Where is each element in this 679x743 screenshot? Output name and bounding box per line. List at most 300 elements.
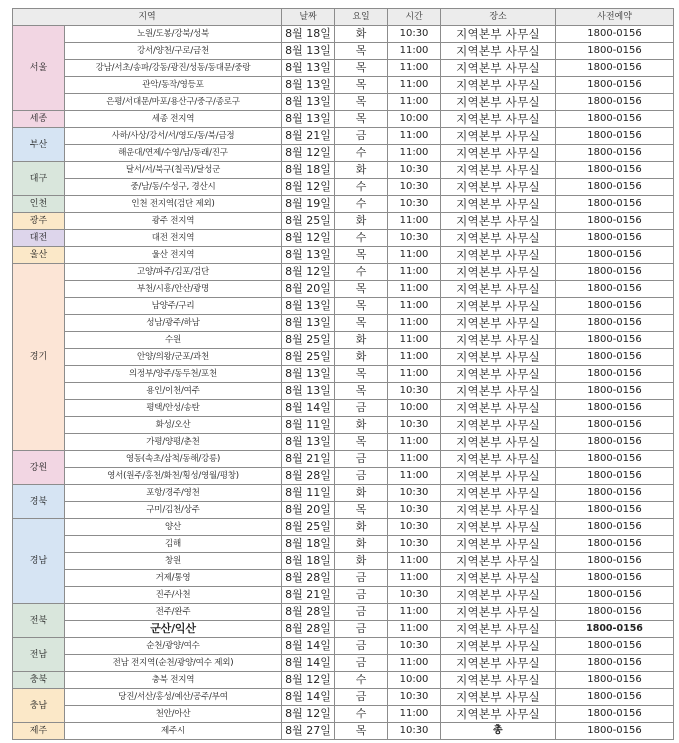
sub-region-cell: 해운대/연제/수영/남/동래/진구 — [65, 145, 282, 162]
time-cell: 11:00 — [388, 247, 441, 264]
sub-region-cell: 관악/동작/영등포 — [65, 77, 282, 94]
phone-cell: 1800-0156 — [556, 519, 674, 536]
time-cell: 11:00 — [388, 621, 441, 638]
sub-region-cell: 인천 전지역(검단 제외) — [65, 196, 282, 213]
time-cell: 11:00 — [388, 298, 441, 315]
region-cell: 울산 — [13, 247, 65, 264]
sub-region-cell: 성남/광주/하남 — [65, 315, 282, 332]
time-cell: 11:00 — [388, 553, 441, 570]
day-cell: 목 — [335, 383, 388, 400]
date-cell: 8월 28일 — [282, 468, 335, 485]
day-cell: 금 — [335, 128, 388, 145]
time-cell: 11:00 — [388, 60, 441, 77]
phone-cell: 1800-0156 — [556, 434, 674, 451]
phone-cell: 1800-0156 — [556, 349, 674, 366]
phone-cell: 1800-0156 — [556, 485, 674, 502]
phone-cell: 1800-0156 — [556, 43, 674, 60]
day-cell: 수 — [335, 672, 388, 689]
date-cell: 8월 18일 — [282, 26, 335, 43]
schedule-row — [13, 604, 674, 621]
sub-region-cell: 천안/아산 — [65, 706, 282, 723]
place-cell: 지역본부 사무실 — [441, 417, 556, 434]
sub-region-cell: 용인/이천/여주 — [65, 383, 282, 400]
schedule-row — [13, 213, 674, 230]
time-cell: 10:00 — [388, 400, 441, 417]
day-cell: 금 — [335, 638, 388, 655]
header-place: 장소 — [441, 9, 556, 26]
sub-region-cell: 의정부/양주/동두천/포천 — [65, 366, 282, 383]
sub-region-cell: 김해 — [65, 536, 282, 553]
place-cell: 지역본부 사무실 — [441, 604, 556, 621]
region-cell: 경북 — [13, 485, 65, 519]
date-cell: 8월 12일 — [282, 179, 335, 196]
time-cell: 11:00 — [388, 128, 441, 145]
day-cell: 목 — [335, 77, 388, 94]
date-cell: 8월 14일 — [282, 655, 335, 672]
sub-region-cell: 제주시 — [65, 723, 282, 740]
time-cell: 10:30 — [388, 638, 441, 655]
place-cell: 지역본부 사무실 — [441, 434, 556, 451]
place-cell: 지역본부 사무실 — [441, 298, 556, 315]
day-cell: 목 — [335, 298, 388, 315]
sub-region-cell: 강남/서초/송파/강동/광진/성동/동대문/중랑 — [65, 60, 282, 77]
day-cell: 수 — [335, 264, 388, 281]
sub-region-cell: 당진/서산/홍성/예산/공주/부여 — [65, 689, 282, 706]
phone-cell: 1800-0156 — [556, 332, 674, 349]
date-cell: 8월 18일 — [282, 553, 335, 570]
day-cell: 목 — [335, 366, 388, 383]
time-cell: 11:00 — [388, 315, 441, 332]
schedule-row — [13, 621, 674, 638]
sub-region-cell: 강서/양천/구로/금천 — [65, 43, 282, 60]
place-cell: 지역본부 사무실 — [441, 655, 556, 672]
place-cell: 지역본부 사무실 — [441, 111, 556, 128]
sub-region-cell: 울산 전지역 — [65, 247, 282, 264]
schedule-row — [13, 77, 674, 94]
date-cell: 8월 28일 — [282, 570, 335, 587]
date-cell: 8월 14일 — [282, 689, 335, 706]
header-day: 요일 — [335, 9, 388, 26]
place-cell: 지역본부 사무실 — [441, 43, 556, 60]
phone-cell: 1800-0156 — [556, 145, 674, 162]
schedule-row — [13, 519, 674, 536]
sub-region-cell: 안양/의왕/군포/과천 — [65, 349, 282, 366]
time-cell: 10:30 — [388, 179, 441, 196]
region-cell: 부산 — [13, 128, 65, 162]
place-cell: 지역본부 사무실 — [441, 706, 556, 723]
day-cell: 목 — [335, 723, 388, 740]
region-cell: 전남 — [13, 638, 65, 672]
phone-cell: 1800-0156 — [556, 162, 674, 179]
schedule-row — [13, 502, 674, 519]
day-cell: 목 — [335, 281, 388, 298]
region-cell: 광주 — [13, 213, 65, 230]
date-cell: 8월 11일 — [282, 417, 335, 434]
place-cell: 지역본부 사무실 — [441, 179, 556, 196]
date-cell: 8월 20일 — [282, 502, 335, 519]
time-cell: 10:30 — [388, 536, 441, 553]
place-cell: 지역본부 사무실 — [441, 145, 556, 162]
sub-region-cell: 달서/서/북구(칠곡)/달성군 — [65, 162, 282, 179]
region-cell: 충북 — [13, 672, 65, 689]
date-cell: 8월 13일 — [282, 366, 335, 383]
region-cell: 대구 — [13, 162, 65, 196]
date-cell: 8월 14일 — [282, 400, 335, 417]
day-cell: 화 — [335, 553, 388, 570]
date-cell: 8월 13일 — [282, 298, 335, 315]
place-cell: 지역본부 사무실 — [441, 587, 556, 604]
place-cell: 지역본부 사무실 — [441, 502, 556, 519]
phone-cell: 1800-0156 — [556, 366, 674, 383]
date-cell: 8월 13일 — [282, 434, 335, 451]
schedule-row — [13, 723, 674, 740]
sub-region-cell: 양산 — [65, 519, 282, 536]
sub-region-cell: 대전 전지역 — [65, 230, 282, 247]
phone-cell: 1800-0156 — [556, 179, 674, 196]
time-cell: 10:30 — [388, 196, 441, 213]
date-cell: 8월 28일 — [282, 604, 335, 621]
schedule-table — [12, 8, 674, 740]
schedule-body — [13, 26, 674, 740]
time-cell: 10:30 — [388, 689, 441, 706]
sub-region-cell: 창원 — [65, 553, 282, 570]
day-cell: 목 — [335, 60, 388, 77]
date-cell: 8월 11일 — [282, 485, 335, 502]
sub-region-cell: 수원 — [65, 332, 282, 349]
day-cell: 목 — [335, 315, 388, 332]
header-row — [13, 9, 674, 26]
phone-cell: 1800-0156 — [556, 553, 674, 570]
day-cell: 수 — [335, 179, 388, 196]
sub-region-cell: 은평/서대문/마포/용산구/중구/종로구 — [65, 94, 282, 111]
schedule-row — [13, 451, 674, 468]
place-cell: 지역본부 사무실 — [441, 128, 556, 145]
schedule-row — [13, 485, 674, 502]
region-cell: 인천 — [13, 196, 65, 213]
schedule-row — [13, 315, 674, 332]
place-cell: 지역본부 사무실 — [441, 621, 556, 638]
sub-region-cell: 진주/사천 — [65, 587, 282, 604]
place-cell: 지역본부 사무실 — [441, 366, 556, 383]
day-cell: 금 — [335, 587, 388, 604]
schedule-row — [13, 638, 674, 655]
sub-region-cell: 화성/오산 — [65, 417, 282, 434]
phone-cell: 1800-0156 — [556, 60, 674, 77]
time-cell: 11:00 — [388, 570, 441, 587]
time-cell: 10:30 — [388, 519, 441, 536]
time-cell: 11:00 — [388, 281, 441, 298]
place-cell: 지역본부 사무실 — [441, 349, 556, 366]
schedule-row — [13, 655, 674, 672]
sub-region-cell: 군산/익산 — [65, 621, 282, 638]
day-cell: 금 — [335, 604, 388, 621]
sub-region-cell: 고양/파주/김포/검단 — [65, 264, 282, 281]
place-cell: 지역본부 사무실 — [441, 451, 556, 468]
phone-cell: 1800-0156 — [556, 536, 674, 553]
phone-cell: 1800-0156 — [556, 128, 674, 145]
region-cell: 경기 — [13, 264, 65, 451]
date-cell: 8월 12일 — [282, 706, 335, 723]
phone-cell: 1800-0156 — [556, 298, 674, 315]
time-cell: 11:00 — [388, 43, 441, 60]
phone-cell: 1800-0156 — [556, 706, 674, 723]
region-cell: 강원 — [13, 451, 65, 485]
sub-region-cell: 중/남/동/수성구, 경산시 — [65, 179, 282, 196]
date-cell: 8월 12일 — [282, 264, 335, 281]
sub-region-cell: 사하/사상/강서/서/영도/동/북/금정 — [65, 128, 282, 145]
schedule-row — [13, 26, 674, 43]
place-cell: 지역본부 사무실 — [441, 94, 556, 111]
sub-region-cell: 가평/양평/춘천 — [65, 434, 282, 451]
time-cell: 10:30 — [388, 162, 441, 179]
day-cell: 화 — [335, 162, 388, 179]
place-cell: 지역본부 사무실 — [441, 281, 556, 298]
date-cell: 8월 12일 — [282, 145, 335, 162]
day-cell: 금 — [335, 570, 388, 587]
phone-cell: 1800-0156 — [556, 230, 674, 247]
date-cell: 8월 21일 — [282, 587, 335, 604]
time-cell: 10:30 — [388, 723, 441, 740]
sub-region-cell: 충북 전지역 — [65, 672, 282, 689]
place-cell: 지역본부 사무실 — [441, 689, 556, 706]
header-reservation: 사전예약 — [556, 9, 674, 26]
sub-region-cell: 광주 전지역 — [65, 213, 282, 230]
place-cell: 지역본부 사무실 — [441, 247, 556, 264]
day-cell: 금 — [335, 468, 388, 485]
header-date: 날짜 — [282, 9, 335, 26]
day-cell: 목 — [335, 434, 388, 451]
place-cell: 지역본부 사무실 — [441, 536, 556, 553]
time-cell: 10:30 — [388, 230, 441, 247]
schedule-row — [13, 349, 674, 366]
date-cell: 8월 25일 — [282, 213, 335, 230]
time-cell: 11:00 — [388, 349, 441, 366]
schedule-row — [13, 536, 674, 553]
phone-cell: 1800-0156 — [556, 383, 674, 400]
region-cell: 세종 — [13, 111, 65, 128]
sub-region-cell: 구미/김천/상주 — [65, 502, 282, 519]
schedule-row — [13, 196, 674, 213]
phone-cell: 1800-0156 — [556, 621, 674, 638]
phone-cell: 1800-0156 — [556, 213, 674, 230]
time-cell: 11:00 — [388, 332, 441, 349]
time-cell: 10:30 — [388, 26, 441, 43]
date-cell: 8월 27일 — [282, 723, 335, 740]
phone-cell: 1800-0156 — [556, 281, 674, 298]
schedule-row — [13, 230, 674, 247]
day-cell: 금 — [335, 655, 388, 672]
place-cell: 지역본부 사무실 — [441, 519, 556, 536]
day-cell: 금 — [335, 400, 388, 417]
time-cell: 11:00 — [388, 468, 441, 485]
schedule-row — [13, 43, 674, 60]
phone-cell: 1800-0156 — [556, 604, 674, 621]
time-cell: 11:00 — [388, 366, 441, 383]
phone-cell: 1800-0156 — [556, 77, 674, 94]
date-cell: 8월 28일 — [282, 621, 335, 638]
date-cell: 8월 14일 — [282, 638, 335, 655]
sub-region-cell: 거제/통영 — [65, 570, 282, 587]
region-cell: 전북 — [13, 604, 65, 638]
schedule-row — [13, 417, 674, 434]
sub-region-cell: 노원/도봉/강북/성북 — [65, 26, 282, 43]
date-cell: 8월 13일 — [282, 60, 335, 77]
schedule-row — [13, 400, 674, 417]
schedule-row — [13, 570, 674, 587]
place-cell: 지역본부 사무실 — [441, 332, 556, 349]
phone-cell: 1800-0156 — [556, 672, 674, 689]
day-cell: 화 — [335, 26, 388, 43]
schedule-row — [13, 383, 674, 400]
sub-region-cell: 전주/완주 — [65, 604, 282, 621]
day-cell: 화 — [335, 519, 388, 536]
schedule-row — [13, 706, 674, 723]
phone-cell: 1800-0156 — [556, 400, 674, 417]
day-cell: 금 — [335, 689, 388, 706]
time-cell: 11:00 — [388, 434, 441, 451]
schedule-row — [13, 332, 674, 349]
place-cell: 지역본부 사무실 — [441, 383, 556, 400]
schedule-row — [13, 366, 674, 383]
sub-region-cell: 평택/안성/송탄 — [65, 400, 282, 417]
region-cell: 제주 — [13, 723, 65, 740]
time-cell: 11:00 — [388, 264, 441, 281]
time-cell: 10:30 — [388, 502, 441, 519]
date-cell: 8월 19일 — [282, 196, 335, 213]
region-cell: 대전 — [13, 230, 65, 247]
date-cell: 8월 18일 — [282, 162, 335, 179]
phone-cell: 1800-0156 — [556, 94, 674, 111]
header-time: 시간 — [388, 9, 441, 26]
phone-cell: 1800-0156 — [556, 247, 674, 264]
place-cell: 지역본부 사무실 — [441, 468, 556, 485]
phone-cell: 1800-0156 — [556, 689, 674, 706]
date-cell: 8월 25일 — [282, 332, 335, 349]
phone-cell: 1800-0156 — [556, 417, 674, 434]
time-cell: 10:00 — [388, 672, 441, 689]
place-cell: 지역본부 사무실 — [441, 26, 556, 43]
schedule-row — [13, 145, 674, 162]
time-cell: 10:30 — [388, 383, 441, 400]
schedule-row — [13, 434, 674, 451]
sub-region-cell: 영동(속초/삼척/동해/강릉) — [65, 451, 282, 468]
place-cell: 지역본부 사무실 — [441, 213, 556, 230]
schedule-row — [13, 128, 674, 145]
phone-cell: 1800-0156 — [556, 468, 674, 485]
day-cell: 목 — [335, 94, 388, 111]
date-cell: 8월 13일 — [282, 94, 335, 111]
place-cell: 지역본부 사무실 — [441, 230, 556, 247]
region-cell: 서울 — [13, 26, 65, 111]
place-cell: 지역본부 사무실 — [441, 400, 556, 417]
sub-region-cell: 전남 전지역(순천/광양/여수 제외) — [65, 655, 282, 672]
phone-cell: 1800-0156 — [556, 723, 674, 740]
phone-cell: 1800-0156 — [556, 111, 674, 128]
date-cell: 8월 13일 — [282, 383, 335, 400]
day-cell: 화 — [335, 417, 388, 434]
schedule-row — [13, 94, 674, 111]
place-cell: 지역본부 사무실 — [441, 570, 556, 587]
date-cell: 8월 13일 — [282, 247, 335, 264]
day-cell: 수 — [335, 706, 388, 723]
sub-region-cell: 포항/경주/영천 — [65, 485, 282, 502]
time-cell: 11:00 — [388, 706, 441, 723]
date-cell: 8월 13일 — [282, 111, 335, 128]
day-cell: 금 — [335, 451, 388, 468]
region-cell: 충남 — [13, 689, 65, 723]
day-cell: 목 — [335, 111, 388, 128]
time-cell: 10:00 — [388, 111, 441, 128]
place-cell: 지역본부 사무실 — [441, 60, 556, 77]
day-cell: 화 — [335, 536, 388, 553]
time-cell: 10:30 — [388, 587, 441, 604]
place-cell: 지역본부 사무실 — [441, 672, 556, 689]
place-cell: 지역본부 사무실 — [441, 162, 556, 179]
day-cell: 목 — [335, 43, 388, 60]
schedule-row — [13, 264, 674, 281]
day-cell: 화 — [335, 213, 388, 230]
schedule-row — [13, 247, 674, 264]
place-cell: 지역본부 사무실 — [441, 638, 556, 655]
schedule-row — [13, 298, 674, 315]
time-cell: 11:00 — [388, 604, 441, 621]
day-cell: 목 — [335, 502, 388, 519]
day-cell: 수 — [335, 230, 388, 247]
schedule-row — [13, 111, 674, 128]
sub-region-cell: 남양주/구리 — [65, 298, 282, 315]
time-cell: 10:30 — [388, 417, 441, 434]
phone-cell: 1800-0156 — [556, 638, 674, 655]
place-cell: 지역본부 사무실 — [441, 553, 556, 570]
day-cell: 수 — [335, 145, 388, 162]
day-cell: 금 — [335, 621, 388, 638]
schedule-row — [13, 281, 674, 298]
time-cell: 11:00 — [388, 94, 441, 111]
phone-cell: 1800-0156 — [556, 587, 674, 604]
date-cell: 8월 18일 — [282, 536, 335, 553]
place-cell: 지역본부 사무실 — [441, 196, 556, 213]
sub-region-cell: 영서(원주/홍천/화천/횡성/영월/평창) — [65, 468, 282, 485]
date-cell: 8월 12일 — [282, 672, 335, 689]
phone-cell: 1800-0156 — [556, 570, 674, 587]
phone-cell: 1800-0156 — [556, 451, 674, 468]
day-cell: 화 — [335, 332, 388, 349]
phone-cell: 1800-0156 — [556, 315, 674, 332]
schedule-row — [13, 553, 674, 570]
phone-cell: 1800-0156 — [556, 196, 674, 213]
schedule-row — [13, 672, 674, 689]
date-cell: 8월 13일 — [282, 77, 335, 94]
date-cell: 8월 25일 — [282, 519, 335, 536]
phone-cell: 1800-0156 — [556, 655, 674, 672]
day-cell: 목 — [335, 247, 388, 264]
header-region: 지역 — [13, 9, 282, 26]
region-cell: 경남 — [13, 519, 65, 604]
schedule-row — [13, 60, 674, 77]
date-cell: 8월 12일 — [282, 230, 335, 247]
place-cell: 지역본부 사무실 — [441, 315, 556, 332]
time-cell: 11:00 — [388, 145, 441, 162]
place-cell: 지역본부 사무실 — [441, 264, 556, 281]
sub-region-cell: 세종 전지역 — [65, 111, 282, 128]
schedule-row — [13, 689, 674, 706]
place-cell: 지역본부 사무실 — [441, 485, 556, 502]
day-cell: 수 — [335, 196, 388, 213]
sub-region-cell: 순천/광양/여수 — [65, 638, 282, 655]
time-cell: 11:00 — [388, 451, 441, 468]
place-cell: 지역본부 사무실 — [441, 77, 556, 94]
date-cell: 8월 13일 — [282, 315, 335, 332]
